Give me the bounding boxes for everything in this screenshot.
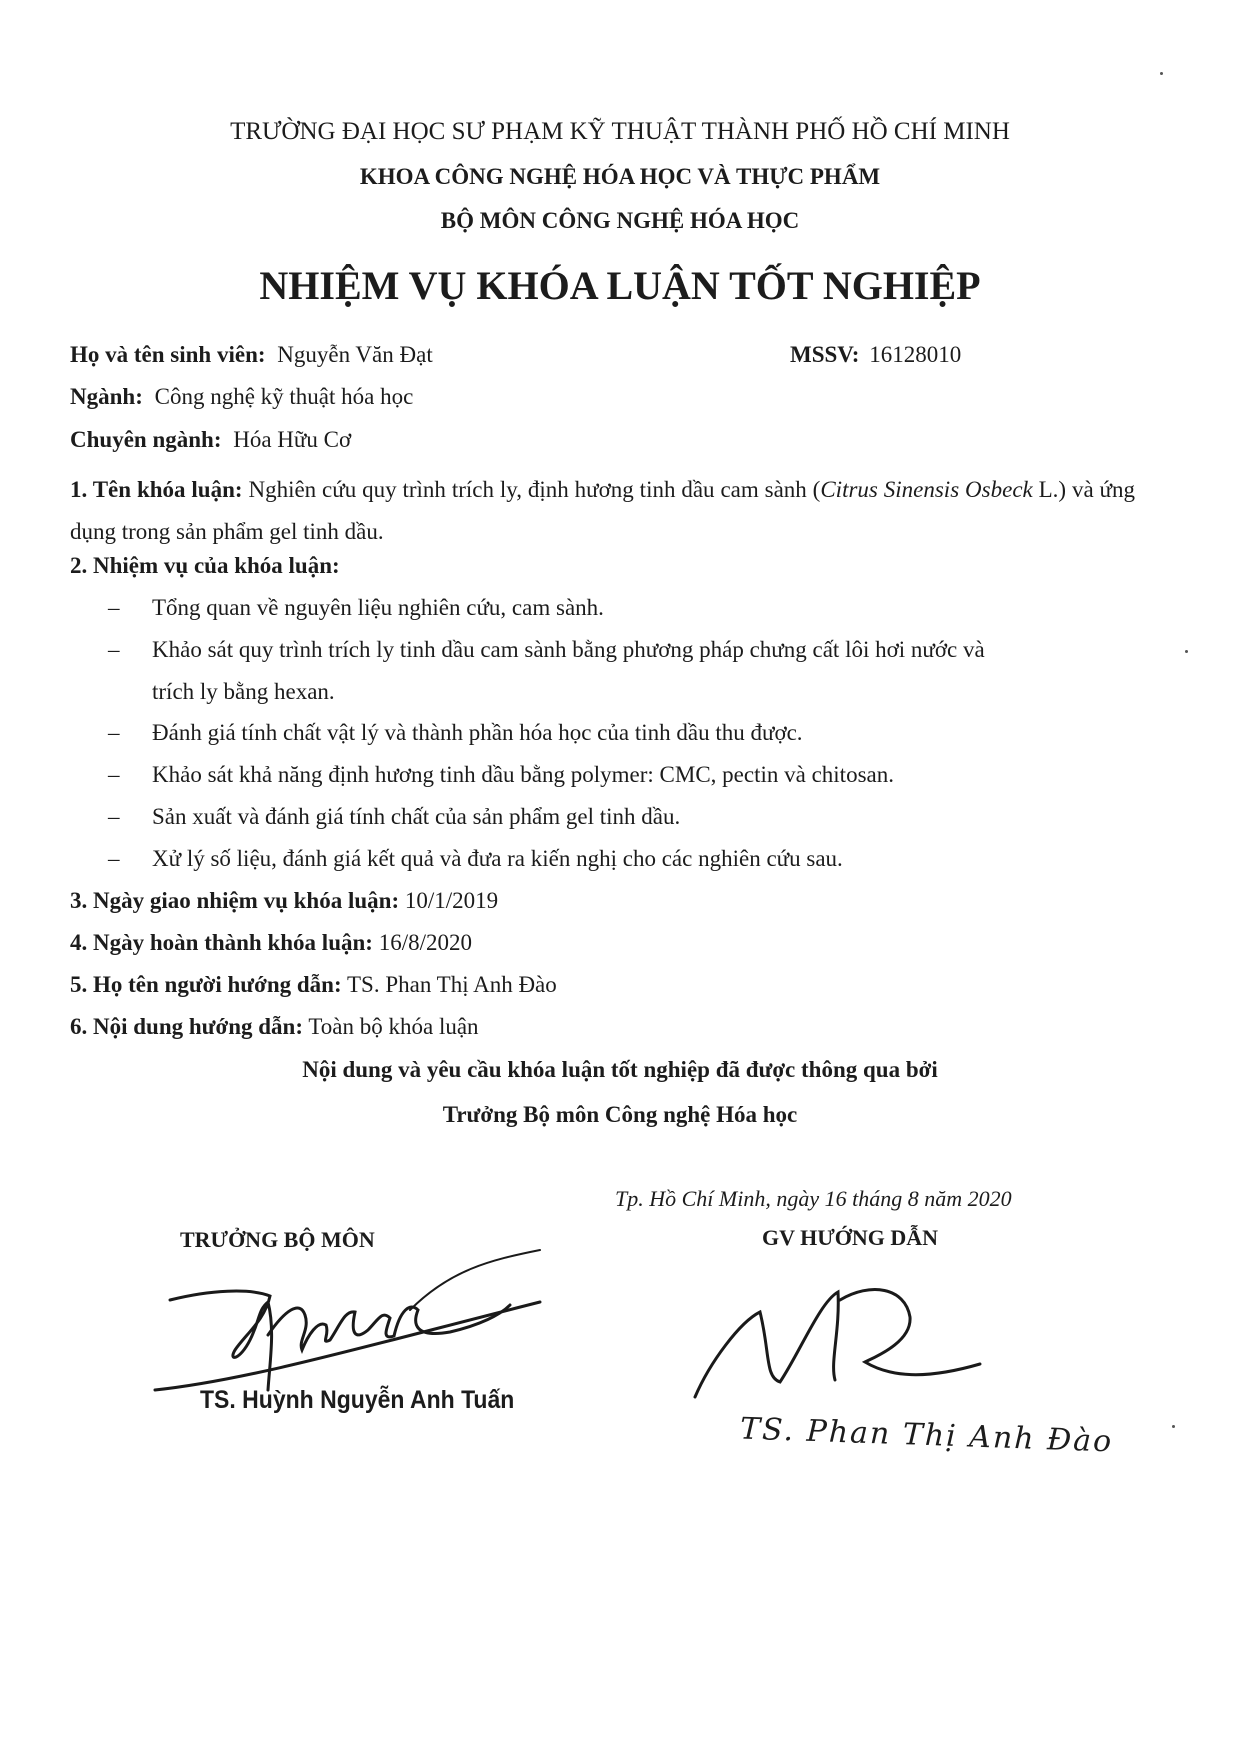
- thesis-title-species: Citrus Sinensis: [820, 477, 960, 502]
- task-text: Tổng quan về nguyên liệu nghiên cứu, cam sành.: [152, 595, 604, 620]
- task-item-continuation: trích ly bằng hexan.: [152, 679, 335, 704]
- scan-speck: [1185, 650, 1188, 653]
- task-item: [108, 804, 680, 830]
- thesis-title-paragraph: [70, 469, 1135, 553]
- task-item: [108, 595, 604, 621]
- guidance-content-label: 6. Nội dung hướng dẫn:: [70, 1014, 303, 1039]
- university-name: TRƯỜNG ĐẠI HỌC SƯ PHẠM KỸ THUẬT THÀNH PHỐ HỒ CHÍ MINH: [230, 118, 1010, 145]
- advisor-name: TS. Phan Thị Anh Đào: [739, 1411, 1114, 1460]
- task-dash: –: [108, 762, 120, 787]
- task-text: Đánh giá tính chất vật lý và thành phần hóa học của tinh dầu thu được.: [152, 720, 803, 745]
- task-item: [108, 637, 985, 663]
- guidance-content-value: Toàn bộ khóa luận: [308, 1014, 479, 1039]
- specialty-row: [70, 427, 351, 453]
- student-id-label: MSSV:: [790, 342, 860, 367]
- task-text: Sản xuất và đánh giá tính chất của sản phẩm gel tinh dầu.: [152, 804, 681, 829]
- task-dash: –: [108, 846, 120, 871]
- major-row: [70, 384, 413, 410]
- student-name-value: Nguyễn Văn Đạt: [277, 342, 433, 367]
- complete-date-row: [70, 930, 472, 956]
- department-head-title: TRƯỞNG BỘ MÔN: [180, 1227, 375, 1252]
- tasks-label: 2. Nhiệm vụ của khóa luận:: [70, 553, 340, 578]
- assign-date-value: 10/1/2019: [404, 888, 499, 913]
- task-dash: –: [108, 595, 120, 620]
- advisor-row: [70, 972, 557, 998]
- assign-date-row: [70, 888, 498, 914]
- faculty-name: KHOA CÔNG NGHỆ HÓA HỌC VÀ THỰC PHẨM: [359, 164, 881, 189]
- specialty-label: Chuyên ngành:: [70, 427, 222, 452]
- thesis-title-label: 1. Tên khóa luận:: [70, 477, 243, 502]
- task-text: Xử lý số liệu, đánh giá kết quả và đưa ra kiến nghị cho các nghiên cứu sau.: [152, 846, 843, 871]
- department-head-name: TS. Huỳnh Nguyễn Anh Tuấn: [200, 1384, 515, 1414]
- advisor-label: 5. Họ tên người hướng dẫn:: [70, 972, 342, 997]
- advisor-title: GV HƯỚNG DẪN: [762, 1225, 938, 1250]
- student-id-row: [790, 342, 961, 368]
- specialty-value: Hóa Hữu Cơ: [233, 427, 352, 452]
- task-item: [108, 846, 843, 872]
- approval-line-2: Trưởng Bộ môn Công nghệ Hóa học: [442, 1102, 798, 1127]
- advisor-value: TS. Phan Thị Anh Đào: [346, 972, 557, 997]
- place-date: Tp. Hồ Chí Minh, ngày 16 tháng 8 năm 2020: [615, 1186, 1012, 1211]
- task-item: [108, 762, 894, 788]
- complete-date-label: 4. Ngày hoàn thành khóa luận:: [70, 930, 373, 955]
- major-value: Công nghệ kỹ thuật hóa học: [154, 384, 414, 409]
- thesis-title-text-end: L.) và ứng dụng trong sản phẩm gel tinh dầu.: [70, 477, 1136, 544]
- student-name-label: Họ và tên sinh viên:: [70, 342, 266, 367]
- thesis-title-text: Nghiên cứu quy trình trích ly, định hương tinh dầu cam sành (: [248, 477, 821, 502]
- page-title: NHIỆM VỤ KHÓA LUẬN TỐT NGHIỆP: [259, 263, 981, 308]
- task-text: Khảo sát khả năng định hương tinh dầu bằng polymer: CMC, pectin và chitosan.: [152, 762, 894, 787]
- scan-speck: [1172, 1425, 1175, 1428]
- guidance-content-row: [70, 1014, 479, 1040]
- student-id-value: 16128010: [869, 342, 962, 367]
- thesis-title-species-author: Osbeck: [965, 477, 1033, 502]
- major-label: Ngành:: [70, 384, 143, 409]
- complete-date-value: 16/8/2020: [378, 930, 472, 955]
- department-name: BỘ MÔN CÔNG NGHỆ HÓA HỌC: [440, 208, 800, 233]
- task-dash: –: [108, 637, 120, 662]
- task-text: Khảo sát quy trình trích ly tinh dầu cam sành bằng phương pháp chưng cất lôi hơi nước và: [152, 637, 985, 662]
- task-dash: –: [108, 804, 120, 829]
- task-dash: –: [108, 720, 120, 745]
- assign-date-label: 3. Ngày giao nhiệm vụ khóa luận:: [70, 888, 400, 913]
- scan-speck: [1160, 72, 1163, 75]
- approval-line-1: Nội dung và yêu cầu khóa luận tốt nghiệp đã được thông qua bởi: [302, 1057, 938, 1082]
- student-name-row: [70, 342, 433, 368]
- advisor-signature: [690, 1262, 1010, 1402]
- task-item: [108, 720, 803, 746]
